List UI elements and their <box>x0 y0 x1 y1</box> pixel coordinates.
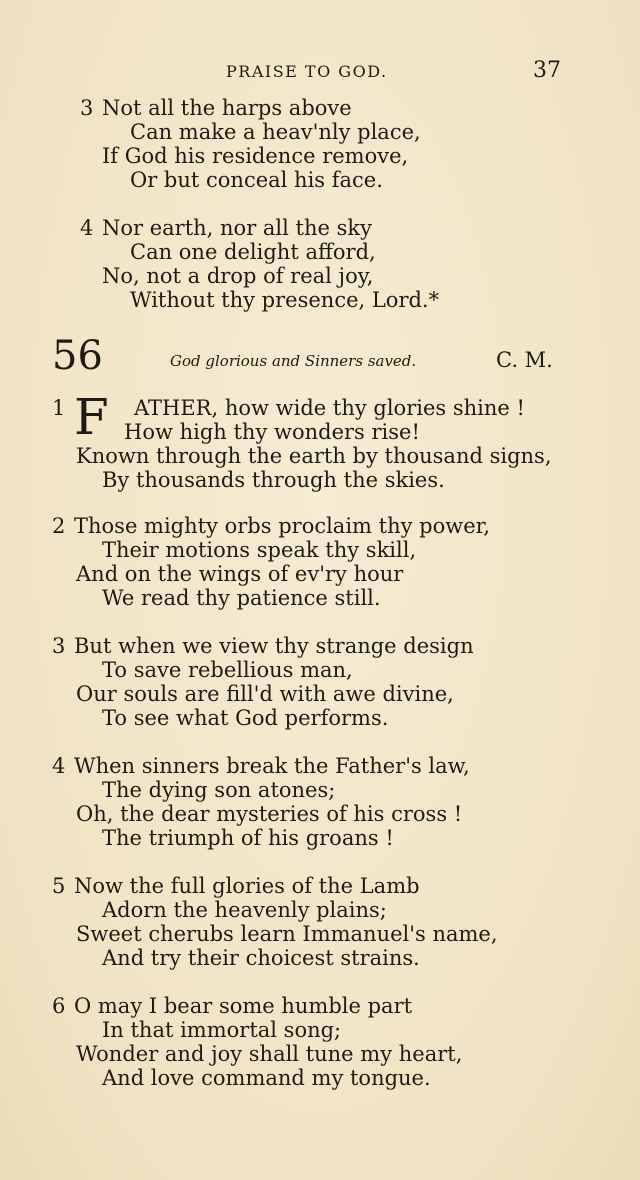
stanza-line: Or but conceal his face. <box>130 168 383 192</box>
stanza-line: By thousands through the skies. <box>102 468 445 492</box>
stanza-line: Can make a heav'nly place, <box>130 120 421 144</box>
hymn-meter: C. M. <box>496 348 553 372</box>
verse-number: 1 <box>52 396 66 420</box>
stanza-line: To save rebellious man, <box>102 658 353 682</box>
verse-text: But when we view thy strange design <box>74 634 474 658</box>
stanza-line: How high thy wonders rise! <box>124 420 420 444</box>
verse-number: 4 <box>52 754 66 778</box>
stanza-line: And on the wings of ev'ry hour <box>76 562 404 586</box>
verse-text: Now the full glories of the Lamb <box>74 874 420 898</box>
stanza-line: In that immortal song; <box>102 1018 342 1042</box>
stanza-line: To see what God performs. <box>102 706 389 730</box>
stanza-line: The triumph of his groans ! <box>102 826 394 850</box>
running-header <box>0 58 640 86</box>
stanza-line: Their motions speak thy skill, <box>102 538 417 562</box>
stanza-line: Adorn the heavenly plains; <box>102 898 387 922</box>
stanza-line <box>52 514 490 538</box>
stanza-line: Can one delight afford, <box>130 240 376 264</box>
stanza-line: Wonder and joy shall tune my heart, <box>76 1042 463 1066</box>
stanza-line <box>52 994 412 1018</box>
verse-number: 6 <box>52 994 66 1018</box>
verse-text: Those mighty orbs proclaim thy power, <box>74 514 491 538</box>
stanza-line: Sweet cherubs learn Immanuel's name, <box>76 922 498 946</box>
running-head-title: PRAISE TO GOD. <box>226 62 388 81</box>
verse-text: Nor earth, nor all the sky <box>102 216 372 240</box>
drop-cap: F <box>74 388 109 446</box>
stanza-line: No, not a drop of real joy, <box>102 264 374 288</box>
page-number: 37 <box>533 58 561 83</box>
verse-number: 3 <box>80 96 94 120</box>
stanza-line: Our souls are fill'd with awe divine, <box>76 682 454 706</box>
stanza-line: We read thy patience still. <box>102 586 381 610</box>
stanza-line: Without thy presence, Lord.* <box>130 288 440 312</box>
verse-number: 3 <box>52 634 66 658</box>
verse-text: Not all the harps above <box>102 96 352 120</box>
stanza-line <box>52 874 420 898</box>
verse-text: When sinners break the Father's law, <box>74 754 470 778</box>
verse-number: 4 <box>80 216 94 240</box>
stanza-line: And love command my tongue. <box>102 1066 431 1090</box>
stanza-line: And try their choicest strains. <box>102 946 420 970</box>
stanza-line: Oh, the dear mysteries of his cross ! <box>76 802 463 826</box>
stanza-line <box>80 216 372 240</box>
stanza-line: ATHER, how wide thy glories shine ! <box>134 396 525 420</box>
stanza-line: Known through the earth by thousand signs, <box>76 444 552 468</box>
hymn-number: 56 <box>52 333 103 379</box>
hymn-title: God glorious and Sinners saved. <box>170 352 417 370</box>
stanza-line <box>52 754 470 778</box>
verse-number: 5 <box>52 874 66 898</box>
hymn-heading <box>0 332 640 382</box>
stanza-line: The dying son atones; <box>102 778 336 802</box>
verse-text: O may I bear some humble part <box>74 994 413 1018</box>
stanza-line <box>52 634 474 658</box>
stanza-line <box>80 96 352 120</box>
verse-number: 2 <box>52 514 66 538</box>
stanza-line: If God his residence remove, <box>102 144 409 168</box>
